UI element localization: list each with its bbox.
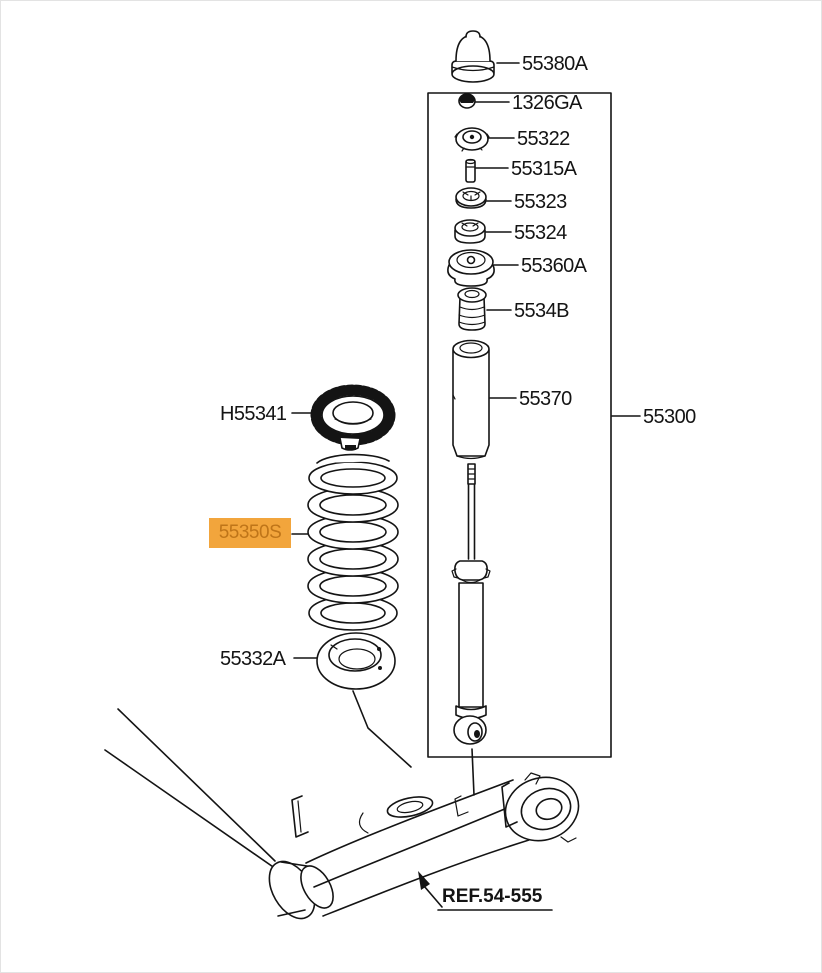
insulator-upper-drawing	[456, 188, 486, 208]
part-label-insulator-lower: 55324	[514, 222, 567, 244]
dust-cover-drawing	[453, 341, 489, 459]
part-label-spring-pad-lower: 55332A	[220, 648, 286, 670]
diagram-line-art	[1, 1, 822, 973]
highlighted-part-label-coil-spring	[209, 518, 291, 548]
spring-pad-lower-drawing	[317, 633, 395, 689]
part-label-pin: 55315A	[511, 158, 577, 180]
part-label-mounting-bracket: 55360A	[521, 255, 587, 277]
spring-seat-upper-drawing	[316, 390, 390, 450]
part-label-insulator-upper: 55323	[514, 191, 567, 213]
part-label-nut: 1326GA	[512, 92, 582, 114]
washer-drawing	[455, 128, 489, 151]
bumper-stopper-drawing	[458, 288, 486, 330]
part-label-spring-seat-upper: H55341	[220, 403, 287, 425]
nut-drawing	[459, 94, 475, 108]
part-label-washer: 55322	[517, 128, 570, 150]
part-label-cap: 55380A	[522, 53, 588, 75]
pin-drawing	[466, 160, 475, 183]
cap-drawing	[452, 31, 494, 82]
insulator-lower-drawing	[455, 220, 485, 243]
part-label-coil-spring: 55350S	[218, 522, 282, 543]
coil-spring-drawing	[308, 455, 398, 630]
part-label-dust-cover: 55370	[519, 388, 572, 410]
mounting-bracket-drawing	[448, 250, 494, 286]
axle-beam-reference-label: REF.54-555	[442, 886, 543, 907]
shock-absorber-drawing	[452, 464, 490, 744]
part-label-shock-assembly: 55300	[643, 406, 696, 428]
part-label-bumper-stopper: 5534B	[514, 300, 569, 322]
